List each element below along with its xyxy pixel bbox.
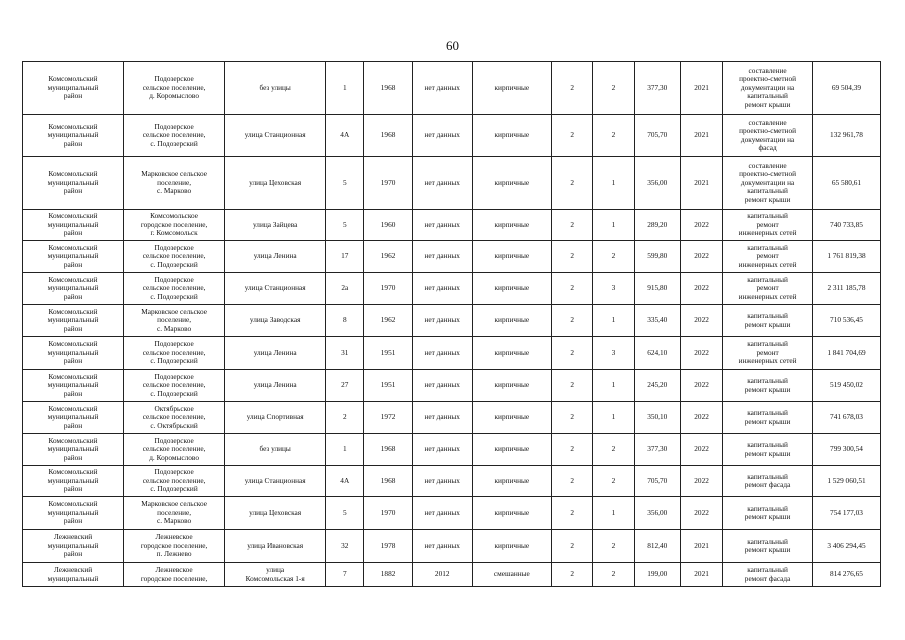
- page-number: 60: [446, 38, 459, 53]
- cost-cell: 2 311 185,78: [812, 273, 880, 305]
- settlement-cell: Подозерское сельское поселение, д. Коромыслово: [124, 62, 225, 115]
- plan-year-cell: 2022: [680, 402, 722, 434]
- house-number-cell: 2: [326, 402, 364, 434]
- street-cell: улица Ленина: [225, 241, 326, 273]
- work-type-cell: составление проектно-сметной документации на капитальный ремонт крыши: [723, 62, 813, 115]
- area-cell: 377,30: [634, 62, 680, 115]
- house-number-cell: 1: [326, 434, 364, 466]
- build-year-cell: 1968: [364, 62, 412, 115]
- area-cell: 335,40: [634, 305, 680, 337]
- district-cell: Лежневский муниципальный: [23, 563, 124, 587]
- district-cell: Комсомольский муниципальный район: [23, 115, 124, 157]
- floors-cell: 2: [552, 530, 593, 563]
- settlement-cell: Подозерское сельское поселение, с. Подозерский: [124, 115, 225, 157]
- street-cell: улица Станционная: [225, 273, 326, 305]
- settlement-cell: Лежневское городское поселение, п. Лежнево: [124, 530, 225, 563]
- area-cell: 289,20: [634, 210, 680, 241]
- cost-cell: 710 536,45: [812, 305, 880, 337]
- build-year-cell: 1972: [364, 402, 412, 434]
- work-type-cell: капитальный ремонт инженерных сетей: [723, 241, 813, 273]
- settlement-cell: Подозерское сельское поселение, д. Коромыслово: [124, 434, 225, 466]
- settlement-cell: Подозерское сельское поселение, с. Подозерский: [124, 466, 225, 497]
- work-type-cell: капитальный ремонт крыши: [723, 530, 813, 563]
- table-row: [23, 337, 881, 370]
- settlement-cell: Подозерское сельское поселение, с. Подозерский: [124, 273, 225, 305]
- plan-year-cell: 2022: [680, 466, 722, 497]
- wall-material-cell: кирпичные: [472, 497, 551, 530]
- area-cell: 705,70: [634, 466, 680, 497]
- area-cell: 245,20: [634, 370, 680, 402]
- cost-cell: 65 580,61: [812, 157, 880, 210]
- district-cell: Комсомольский муниципальный район: [23, 157, 124, 210]
- district-cell: Комсомольский муниципальный район: [23, 210, 124, 241]
- overhaul-year-cell: нет данных: [412, 402, 472, 434]
- cost-cell: 1 841 704,69: [812, 337, 880, 370]
- settlement-cell: Комсомольское городское поселение, г. Комсомольск: [124, 210, 225, 241]
- build-year-cell: 1882: [364, 563, 412, 587]
- settlement-cell: Подозерское сельское поселение, с. Подозерский: [124, 337, 225, 370]
- wall-material-cell: кирпичные: [472, 434, 551, 466]
- floors-cell: 2: [552, 497, 593, 530]
- plan-year-cell: 2022: [680, 434, 722, 466]
- plan-year-cell: 2022: [680, 337, 722, 370]
- table-row: [23, 402, 881, 434]
- cost-cell: 1 529 060,51: [812, 466, 880, 497]
- wall-material-cell: кирпичные: [472, 337, 551, 370]
- build-year-cell: 1978: [364, 530, 412, 563]
- cost-cell: 3 406 294,45: [812, 530, 880, 563]
- work-type-cell: капитальный ремонт фасада: [723, 466, 813, 497]
- area-cell: 199,00: [634, 563, 680, 587]
- settlement-cell: Октябрьское сельское поселение, с. Октябрьский: [124, 402, 225, 434]
- overhaul-year-cell: нет данных: [412, 210, 472, 241]
- plan-year-cell: 2021: [680, 115, 722, 157]
- cost-cell: 519 450,02: [812, 370, 880, 402]
- table-row: [23, 241, 881, 273]
- build-year-cell: 1968: [364, 466, 412, 497]
- area-cell: 915,80: [634, 273, 680, 305]
- floors-cell: 2: [552, 115, 593, 157]
- wall-material-cell: кирпичные: [472, 115, 551, 157]
- work-type-cell: капитальный ремонт крыши: [723, 402, 813, 434]
- build-year-cell: 1970: [364, 273, 412, 305]
- cost-cell: 1 761 819,38: [812, 241, 880, 273]
- street-cell: улица Ленина: [225, 370, 326, 402]
- table-row: [23, 466, 881, 497]
- area-cell: 624,10: [634, 337, 680, 370]
- table-row: [23, 273, 881, 305]
- house-number-cell: 27: [326, 370, 364, 402]
- floors-cell: 2: [552, 241, 593, 273]
- settlement-cell: Лежневское городское поселение,: [124, 563, 225, 587]
- build-year-cell: 1962: [364, 241, 412, 273]
- district-cell: Комсомольский муниципальный район: [23, 273, 124, 305]
- house-number-cell: 5: [326, 210, 364, 241]
- settlement-cell: Марковское сельское поселение, с. Марково: [124, 157, 225, 210]
- area-cell: 705,70: [634, 115, 680, 157]
- wall-material-cell: кирпичные: [472, 241, 551, 273]
- entrances-cell: 1: [593, 157, 634, 210]
- area-cell: 350,10: [634, 402, 680, 434]
- floors-cell: 2: [552, 434, 593, 466]
- wall-material-cell: кирпичные: [472, 466, 551, 497]
- floors-cell: 2: [552, 466, 593, 497]
- build-year-cell: 1970: [364, 157, 412, 210]
- buildings-table: [22, 61, 881, 587]
- district-cell: Лежневский муниципальный район: [23, 530, 124, 563]
- wall-material-cell: кирпичные: [472, 157, 551, 210]
- build-year-cell: 1951: [364, 337, 412, 370]
- entrances-cell: 3: [593, 273, 634, 305]
- street-cell: улица Заводская: [225, 305, 326, 337]
- plan-year-cell: 2022: [680, 370, 722, 402]
- wall-material-cell: кирпичные: [472, 210, 551, 241]
- house-number-cell: 5: [326, 157, 364, 210]
- table-row: [23, 497, 881, 530]
- street-cell: улица Комсомольская 1-я: [225, 563, 326, 587]
- cost-cell: 132 961,78: [812, 115, 880, 157]
- street-cell: улица Цеховская: [225, 157, 326, 210]
- entrances-cell: 1: [593, 402, 634, 434]
- plan-year-cell: 2022: [680, 273, 722, 305]
- street-cell: улица Станционная: [225, 115, 326, 157]
- wall-material-cell: кирпичные: [472, 530, 551, 563]
- street-cell: улица Цеховская: [225, 497, 326, 530]
- cost-cell: 740 733,85: [812, 210, 880, 241]
- overhaul-year-cell: нет данных: [412, 497, 472, 530]
- overhaul-year-cell: 2012: [412, 563, 472, 587]
- wall-material-cell: кирпичные: [472, 305, 551, 337]
- floors-cell: 2: [552, 62, 593, 115]
- floors-cell: 2: [552, 370, 593, 402]
- work-type-cell: капитальный ремонт крыши: [723, 497, 813, 530]
- entrances-cell: 2: [593, 466, 634, 497]
- table-row: [23, 305, 881, 337]
- plan-year-cell: 2022: [680, 305, 722, 337]
- work-type-cell: капитальный ремонт инженерных сетей: [723, 337, 813, 370]
- area-cell: 599,80: [634, 241, 680, 273]
- table-row: [23, 210, 881, 241]
- overhaul-year-cell: нет данных: [412, 305, 472, 337]
- street-cell: улица Спортивная: [225, 402, 326, 434]
- build-year-cell: 1968: [364, 115, 412, 157]
- house-number-cell: 7: [326, 563, 364, 587]
- house-number-cell: 1: [326, 62, 364, 115]
- overhaul-year-cell: нет данных: [412, 115, 472, 157]
- work-type-cell: капитальный ремонт крыши: [723, 434, 813, 466]
- settlement-cell: Подозерское сельское поселение, с. Подозерский: [124, 241, 225, 273]
- table-row: [23, 530, 881, 563]
- area-cell: 812,40: [634, 530, 680, 563]
- work-type-cell: составление проектно-сметной документации на фасад: [723, 115, 813, 157]
- house-number-cell: 31: [326, 337, 364, 370]
- plan-year-cell: 2021: [680, 157, 722, 210]
- table-row: [23, 563, 881, 587]
- cost-cell: 814 276,65: [812, 563, 880, 587]
- street-cell: улица Зайцева: [225, 210, 326, 241]
- overhaul-year-cell: нет данных: [412, 157, 472, 210]
- plan-year-cell: 2022: [680, 210, 722, 241]
- house-number-cell: 2а: [326, 273, 364, 305]
- district-cell: Комсомольский муниципальный район: [23, 497, 124, 530]
- house-number-cell: 5: [326, 497, 364, 530]
- district-cell: Комсомольский муниципальный район: [23, 62, 124, 115]
- entrances-cell: 1: [593, 305, 634, 337]
- build-year-cell: 1951: [364, 370, 412, 402]
- entrances-cell: 2: [593, 434, 634, 466]
- plan-year-cell: 2022: [680, 241, 722, 273]
- settlement-cell: Подозерское сельское поселение, с. Подозерский: [124, 370, 225, 402]
- wall-material-cell: кирпичные: [472, 370, 551, 402]
- plan-year-cell: 2022: [680, 497, 722, 530]
- wall-material-cell: кирпичные: [472, 273, 551, 305]
- street-cell: без улицы: [225, 62, 326, 115]
- entrances-cell: 1: [593, 210, 634, 241]
- cost-cell: 69 504,39: [812, 62, 880, 115]
- entrances-cell: 3: [593, 337, 634, 370]
- overhaul-year-cell: нет данных: [412, 337, 472, 370]
- overhaul-year-cell: нет данных: [412, 241, 472, 273]
- work-type-cell: капитальный ремонт крыши: [723, 370, 813, 402]
- district-cell: Комсомольский муниципальный район: [23, 305, 124, 337]
- house-number-cell: 8: [326, 305, 364, 337]
- district-cell: Комсомольский муниципальный район: [23, 402, 124, 434]
- wall-material-cell: смешанные: [472, 563, 551, 587]
- entrances-cell: 2: [593, 62, 634, 115]
- settlement-cell: Марковское сельское поселение, с. Марково: [124, 497, 225, 530]
- build-year-cell: 1962: [364, 305, 412, 337]
- work-type-cell: капитальный ремонт фасада: [723, 563, 813, 587]
- work-type-cell: составление проектно-сметной документации на капитальный ремонт крыши: [723, 157, 813, 210]
- house-number-cell: 4А: [326, 115, 364, 157]
- floors-cell: 2: [552, 305, 593, 337]
- wall-material-cell: кирпичные: [472, 402, 551, 434]
- entrances-cell: 1: [593, 497, 634, 530]
- floors-cell: 2: [552, 210, 593, 241]
- wall-material-cell: кирпичные: [472, 62, 551, 115]
- district-cell: Комсомольский муниципальный район: [23, 241, 124, 273]
- overhaul-year-cell: нет данных: [412, 370, 472, 402]
- entrances-cell: 1: [593, 370, 634, 402]
- house-number-cell: 17: [326, 241, 364, 273]
- table-row: [23, 62, 881, 115]
- entrances-cell: 2: [593, 530, 634, 563]
- entrances-cell: 2: [593, 563, 634, 587]
- table-row: [23, 434, 881, 466]
- overhaul-year-cell: нет данных: [412, 62, 472, 115]
- entrances-cell: 2: [593, 115, 634, 157]
- district-cell: Комсомольский муниципальный район: [23, 434, 124, 466]
- work-type-cell: капитальный ремонт инженерных сетей: [723, 273, 813, 305]
- build-year-cell: 1968: [364, 434, 412, 466]
- cost-cell: 799 300,54: [812, 434, 880, 466]
- floors-cell: 2: [552, 402, 593, 434]
- build-year-cell: 1960: [364, 210, 412, 241]
- area-cell: 356,00: [634, 497, 680, 530]
- work-type-cell: капитальный ремонт крыши: [723, 305, 813, 337]
- build-year-cell: 1970: [364, 497, 412, 530]
- overhaul-year-cell: нет данных: [412, 434, 472, 466]
- street-cell: улица Ивановская: [225, 530, 326, 563]
- table-row: [23, 370, 881, 402]
- work-type-cell: капитальный ремонт инженерных сетей: [723, 210, 813, 241]
- overhaul-year-cell: нет данных: [412, 273, 472, 305]
- district-cell: Комсомольский муниципальный район: [23, 466, 124, 497]
- district-cell: Комсомольский муниципальный район: [23, 337, 124, 370]
- area-cell: 377,30: [634, 434, 680, 466]
- floors-cell: 2: [552, 273, 593, 305]
- overhaul-year-cell: нет данных: [412, 466, 472, 497]
- street-cell: улица Ленина: [225, 337, 326, 370]
- settlement-cell: Марковское сельское поселение, с. Марково: [124, 305, 225, 337]
- entrances-cell: 2: [593, 241, 634, 273]
- table-row: [23, 115, 881, 157]
- district-cell: Комсомольский муниципальный район: [23, 370, 124, 402]
- floors-cell: 2: [552, 337, 593, 370]
- area-cell: 356,00: [634, 157, 680, 210]
- cost-cell: 741 678,03: [812, 402, 880, 434]
- floors-cell: 2: [552, 157, 593, 210]
- overhaul-year-cell: нет данных: [412, 530, 472, 563]
- table-row: [23, 157, 881, 210]
- house-number-cell: 4А: [326, 466, 364, 497]
- street-cell: без улицы: [225, 434, 326, 466]
- plan-year-cell: 2021: [680, 530, 722, 563]
- cost-cell: 754 177,03: [812, 497, 880, 530]
- plan-year-cell: 2021: [680, 62, 722, 115]
- plan-year-cell: 2021: [680, 563, 722, 587]
- house-number-cell: 32: [326, 530, 364, 563]
- street-cell: улица Станционная: [225, 466, 326, 497]
- floors-cell: 2: [552, 563, 593, 587]
